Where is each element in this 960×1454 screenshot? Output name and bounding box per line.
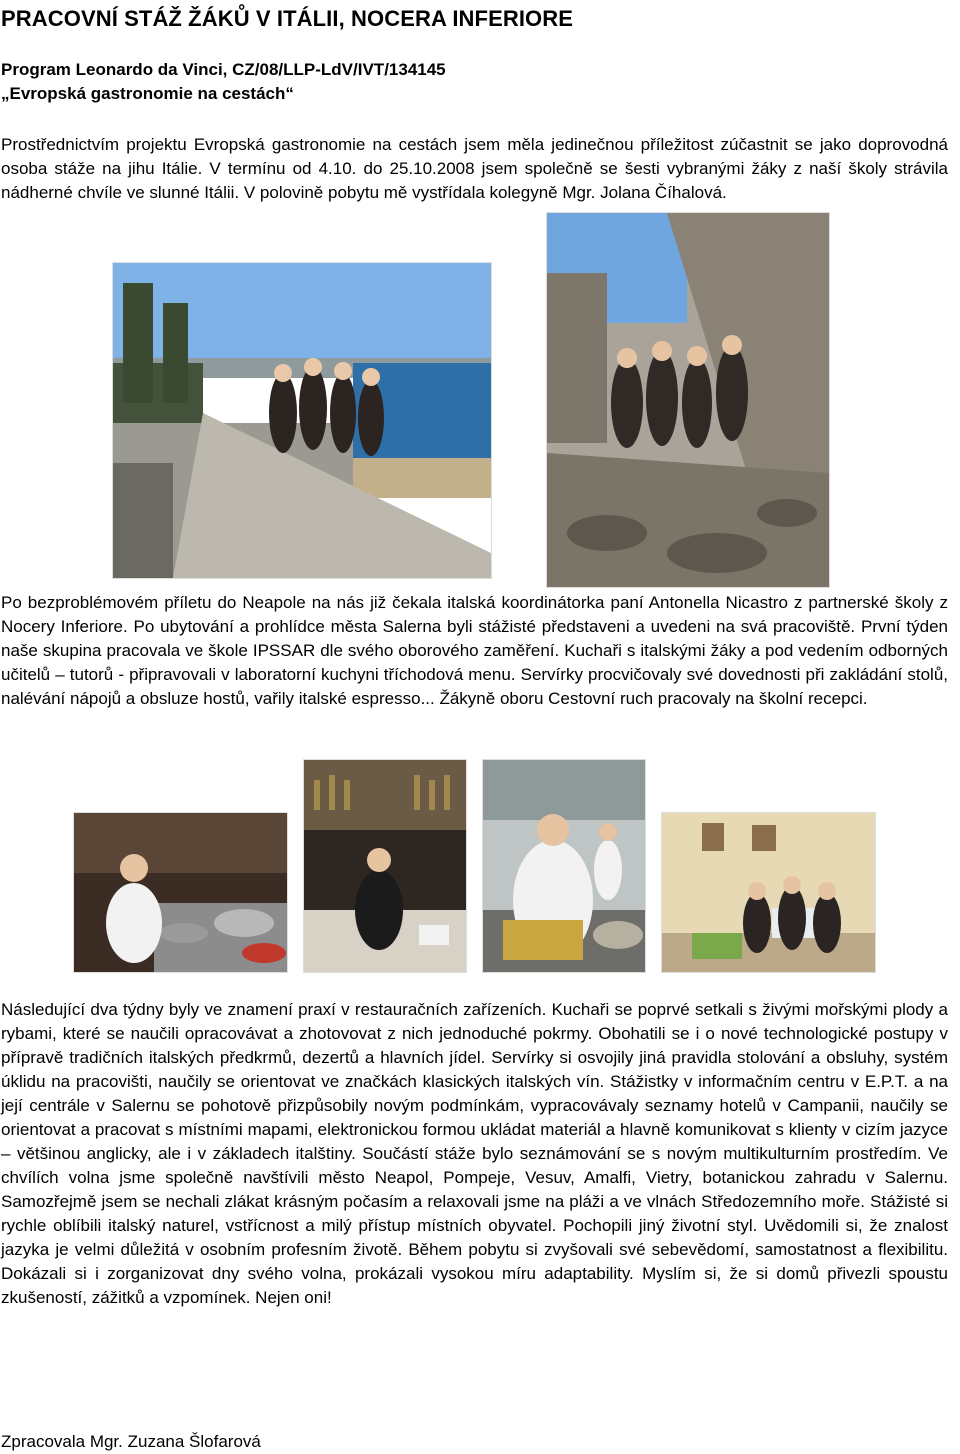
subtitle-block [1,58,446,106]
photo-info-centre [661,812,876,973]
photo-chef-kitchen [482,759,646,973]
paragraph-intro: Prostřednictvím projektu Evropská gastronomie na cestách jsem měla jedinečnou příležitost zúčastnit se jako doprovodná osoba stáže na jihu Itálie. V termínu od 4.10. do 25.10.2008 jsem společně se šesti vybranými žáky z naší školy strávila nádherné chvíle ve slunné Itálii. V polovině pobytu mě vystřídala kolegyně Mgr. Jolana Číhalová. [1,135,948,202]
paragraph-practice: Následující dva týdny byly ve znamení praxí v restauračních zařízeních. Kuchaři se poprvé setkali s živými mořskými plody a rybami, které se naučili opracovávat a zhotovovat z nich jednoduché pokrmy. Obohatili se i o nové technologické postupy v přípravě tradičních italských předkrmů, dezertů a hlavních jídel. Servírky si osvojily jiná pravidla stolování a obsluhy, systém úklidu na pracovišti, naučily se orientovat ve značkách klasických italských vín. Stážistky v informačním centru v E.P.T. a na její centrále v Salernu se pohotově přizpůsobily novým podmínkám, vypracovávaly seznamy hotelů v Campanii, naučily se orientovat a pracovat s místními mapami, elektronickou formou ukládat materiál a hlavně komunikovat s klienty v cizím jazyce – většinou anglicky, ale i v základech italštiny. Součástí stáže bylo seznámování se s novým multikulturním prostředím. Ve chvílích volna jsme společně navštívili město Neapol, Pompeje, Vesuv, Amalfi, Vietry, botanickou zahradu v Salernu. Samozřejmě jsem se nechali zlákat krásným počasím a relaxovali jsme na pláži a ve vlnách Středozemního moře. Stážisté si rychle oblíbili italský naturel, vstřícnost a milý přístup místních obyvatel. Pochopili jiný životní styl. Uvědomili si, že znalost jazyka je velmi důležitá v osobním profesním životě. Během pobytu si zvyšovali své sebevědomí, samostatnost a flexibilitu. Dokázali si i zorganizovat dny svého volna, prokázali vysokou míru adaptability. Myslím si, že si domů přivezli spoustu zkušeností, zážitků a vzpomínek. Nejen oni! [1,1000,948,1307]
project-line: „Evropská gastronomie na cestách“ [1,84,294,103]
paragraph-arrival: Po bezproblémovém příletu do Neapole na nás již čekala italská koordinátorka paní Antonella Nicastro z partnerské školy z Nocery Inferiore. Po ubytování a prohlídce města Salerna byli stážisté představeni a uvedeni na svá pracoviště. První týden naše skupina pracovala ve škole IPSSAR dle svého oborového zaměření. Kuchaři s italskými žáky a pod vedením odborných učitelů – tutorů - připravovali v laboratorní kuchyni tříchodová menu. Servírky procvičovaly své dovednosti při zakládání stolů, nalévání nápojů a obsluze hostů, vařily italské espresso... Žákyně oboru Cestovní ruch pracovaly na školní recepci. [1,593,948,708]
photo-pompeii-group [546,212,830,588]
photo-cook-stove [73,812,288,973]
photo-seaside-group [112,262,492,579]
document-title: PRACOVNÍ STÁŽ ŽÁKŮ V ITÁLII, NOCERA INFERIORE [1,6,574,31]
photo-bar-waitress [303,759,467,973]
program-line: Program Leonardo da Vinci, CZ/08/LLP-LdV/IVT/134145 [1,60,446,79]
signature: Zpracovala Mgr. Zuzana Šlofarová [1,1432,261,1451]
